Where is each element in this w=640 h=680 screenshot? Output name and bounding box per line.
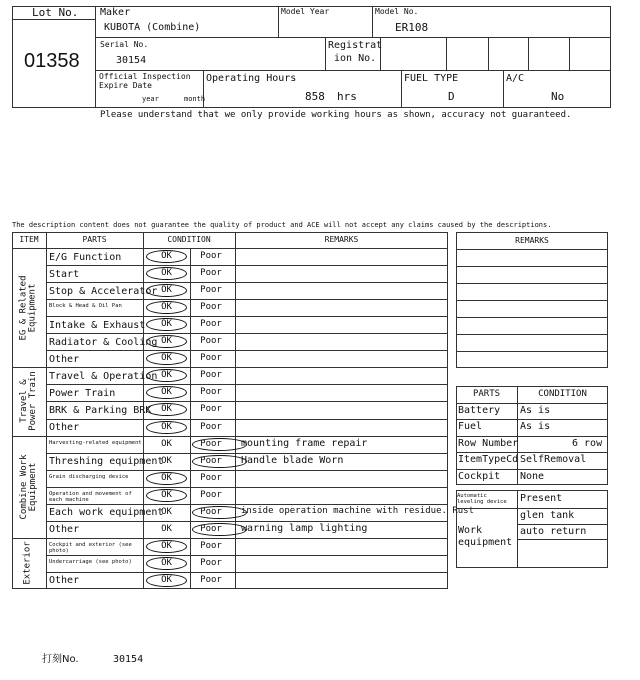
part-label: Operation and movement of each machine — [49, 490, 132, 503]
ok-option[interactable]: OK — [161, 489, 172, 500]
poor-selected-circle — [192, 455, 247, 468]
side-row-label: Cockpit — [458, 470, 501, 482]
ok-option[interactable]: OK — [161, 421, 172, 432]
ok-option[interactable]: OK — [161, 285, 172, 296]
ok-option[interactable]: OK — [161, 523, 172, 534]
work-equipment-value: auto return — [520, 525, 587, 537]
part-label: BRK & Parking BRK — [49, 404, 152, 416]
stamp-no-value: 30154 — [113, 654, 144, 665]
item-header: ITEM — [19, 235, 39, 244]
ok-option[interactable]: OK — [161, 370, 172, 381]
poor-option[interactable]: Poor — [200, 404, 222, 415]
maker-value: KUBOTA (Combine) — [104, 22, 201, 33]
part-label: Undercarriage (see photo) — [49, 558, 132, 565]
ok-option[interactable]: OK — [161, 404, 172, 415]
group-label-text: Combine Work Equipment — [18, 454, 39, 520]
poor-option[interactable]: Poor — [200, 540, 222, 551]
auto-level-value: Present — [520, 493, 563, 504]
poor-option[interactable]: Poor — [200, 302, 222, 313]
ok-option[interactable]: OK — [161, 336, 172, 347]
poor-option[interactable]: Poor — [200, 319, 222, 330]
poor-option[interactable]: Poor — [200, 557, 222, 568]
stamp-no-label: 打刻No. — [42, 654, 79, 665]
remark-text: warning lamp lighting — [241, 523, 368, 535]
ok-selected-circle — [146, 472, 187, 485]
part-label: Radiator & Cooling — [49, 336, 158, 348]
ok-selected-circle — [146, 267, 187, 280]
inspection-label-1: Official Inspection — [99, 72, 191, 81]
ok-selected-circle — [146, 540, 187, 553]
group-label — [19, 436, 39, 538]
part-label: E/G Function — [49, 251, 122, 263]
poor-option[interactable]: Poor — [200, 268, 222, 279]
work-equipment-label: Work equipment — [458, 525, 513, 548]
part-label: Other — [49, 524, 80, 536]
part-label: Intake & Exhaust — [49, 319, 146, 331]
part-label: Cockpit and exterior (see photo) — [49, 541, 132, 554]
ok-option[interactable]: OK — [161, 302, 172, 313]
poor-option[interactable]: Poor — [200, 523, 222, 534]
poor-selected-circle — [192, 523, 247, 536]
lot-number: 01358 — [24, 50, 80, 72]
part-label: Harvesting-related equipment — [49, 439, 142, 446]
ok-option[interactable]: OK — [161, 455, 172, 466]
group-label — [19, 367, 39, 435]
ac-value: No — [551, 90, 565, 103]
poor-option[interactable]: Poor — [200, 421, 222, 432]
ok-option[interactable]: OK — [161, 251, 172, 261]
ok-selected-circle — [146, 557, 187, 570]
hours-value: 858 — [305, 90, 325, 103]
quality-disclaimer: The description content does not guarantee the quality of product and ACE will not accept any claims caused by the descriptions. — [12, 221, 552, 229]
part-label: Power Train — [49, 387, 116, 399]
poor-option[interactable]: Poor — [200, 387, 222, 398]
part-label: Grain discharging device — [49, 473, 129, 480]
part-label: Stop & Accelerator — [49, 285, 158, 297]
registration-label-2: ion No. — [334, 53, 377, 64]
poor-option[interactable]: Poor — [200, 472, 222, 483]
ok-option[interactable]: OK — [161, 438, 172, 449]
group-label-text: Travel & Power Train — [18, 371, 38, 432]
side-row-label: Fuel — [458, 421, 483, 432]
maker-label: Maker — [100, 7, 131, 18]
auto-level-label: Automatic leveling device — [457, 493, 507, 506]
side-row-label: Battery — [458, 404, 501, 416]
ok-selected-circle — [146, 250, 187, 263]
side-row-value: As is — [520, 404, 551, 416]
ok-option[interactable]: OK — [161, 506, 172, 517]
group-label-text: EG & Related Equipment — [18, 275, 38, 341]
hours-disclaimer: Please understand that we only provide working hours as shown, accuracy not guaranteed. — [100, 110, 572, 120]
remarks-header: REMARKS — [324, 235, 359, 244]
ac-label: A/C — [506, 73, 525, 84]
ok-option[interactable]: OK — [161, 557, 172, 568]
side-row-value: 6 row — [572, 437, 603, 449]
ok-selected-circle — [146, 574, 187, 587]
ok-option[interactable]: OK — [161, 387, 172, 398]
poor-option[interactable]: Poor — [200, 353, 222, 364]
month-label: month — [184, 95, 206, 103]
poor-option[interactable]: Poor — [200, 438, 222, 449]
part-label: Other — [49, 422, 80, 433]
serial-label: Serial No. — [100, 40, 149, 49]
side-row-label: ItemTypeCd — [458, 454, 519, 465]
ok-option[interactable]: OK — [161, 574, 172, 585]
part-label: Travel & Operation — [49, 370, 158, 382]
poor-option[interactable]: Poor — [200, 285, 222, 296]
registration-label-1: Registrat — [328, 40, 383, 51]
group-label-text: Exterior — [23, 541, 34, 586]
part-label: Block & Head & Oil Pan — [49, 303, 122, 310]
model-no-label: Model No. — [375, 7, 419, 16]
parts-header: PARTS — [82, 235, 107, 244]
side-row-value: SelfRemoval — [520, 454, 587, 465]
hours-label: Operating Hours — [206, 73, 297, 84]
side-condition-header: CONDITION — [538, 389, 587, 399]
poor-option[interactable]: Poor — [200, 574, 222, 585]
part-label: Threshing equipment — [49, 456, 164, 468]
poor-selected-circle — [192, 438, 247, 451]
ok-option[interactable]: OK — [161, 353, 172, 364]
ok-selected-circle — [146, 489, 187, 502]
remark-text: mounting frame repair — [241, 438, 368, 450]
ok-option[interactable]: OK — [161, 540, 172, 551]
poor-selected-circle — [192, 506, 247, 519]
work-equipment-value: glen tank — [520, 510, 575, 521]
group-label — [19, 248, 39, 367]
group-label — [19, 538, 39, 589]
part-label: Start — [49, 268, 80, 280]
side-row-value: None — [520, 470, 545, 482]
fuel-label: FUEL TYPE — [404, 73, 459, 84]
part-label: Other — [49, 575, 80, 587]
model-year-label: Model Year — [281, 7, 330, 16]
lot-label: Lot No. — [32, 6, 79, 19]
side-row-label: Row Number — [458, 437, 519, 449]
ok-option[interactable]: OK — [161, 268, 172, 279]
right-remarks-header: REMARKS — [515, 236, 549, 245]
remark-text: Handle blade Worn — [241, 455, 344, 467]
side-row-value: As is — [520, 421, 551, 432]
part-label: Other — [49, 353, 80, 365]
poor-option[interactable]: Poor — [200, 336, 222, 347]
condition-header: CONDITION — [167, 235, 211, 244]
model-no-value: ER108 — [395, 21, 429, 34]
poor-option[interactable]: Poor — [200, 506, 222, 517]
poor-option[interactable]: Poor — [200, 251, 222, 261]
serial-value: 30154 — [116, 55, 147, 66]
hours-unit: hrs — [337, 90, 357, 103]
remark-text: inside operation machine with residue. Rust — [241, 506, 474, 517]
year-label: year — [142, 95, 159, 103]
poor-option[interactable]: Poor — [200, 455, 222, 466]
ok-option[interactable]: OK — [161, 472, 172, 483]
part-label: Each work equipment — [49, 507, 164, 519]
poor-option[interactable]: Poor — [200, 489, 222, 500]
fuel-value: D — [448, 90, 455, 103]
poor-option[interactable]: Poor — [200, 370, 222, 381]
ok-selected-circle — [146, 421, 187, 434]
inspection-label-2: Expire Date — [99, 81, 152, 90]
ok-option[interactable]: OK — [161, 319, 172, 330]
side-parts-header: PARTS — [472, 389, 501, 399]
